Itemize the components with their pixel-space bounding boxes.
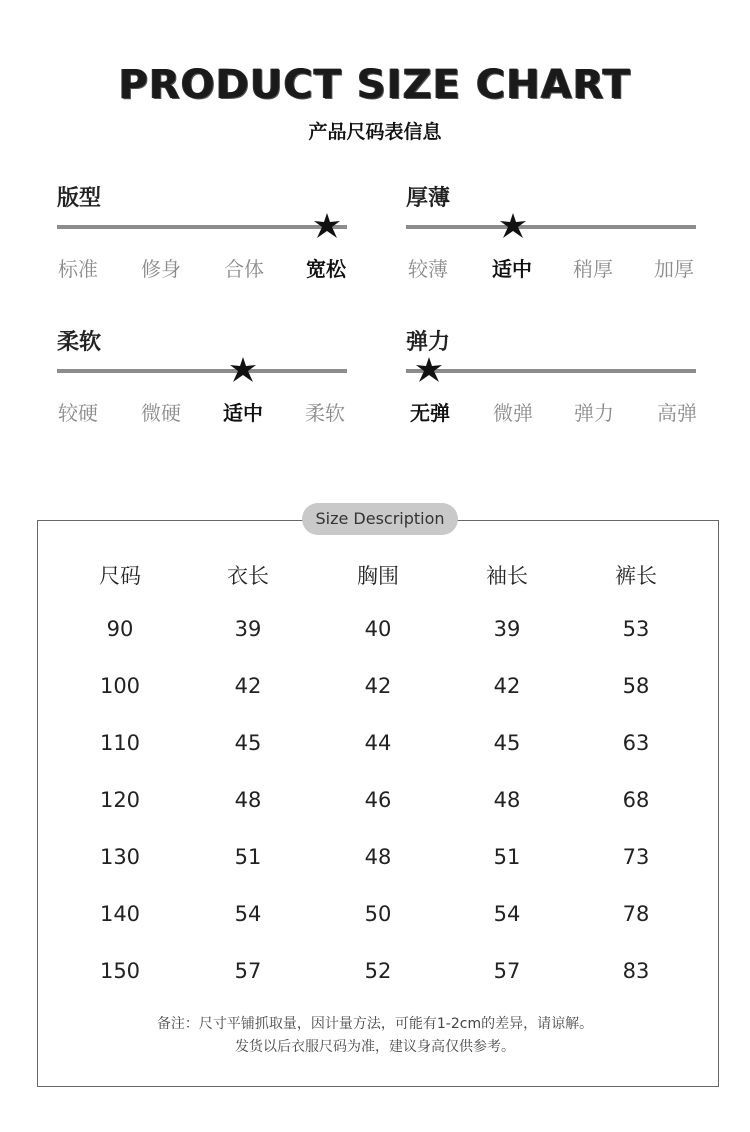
option-label: 标准	[58, 257, 98, 281]
table-cell: 110	[99, 731, 141, 755]
table-cell: 140	[99, 902, 141, 926]
option-label: 适中	[223, 401, 263, 425]
table-cell: 54	[493, 902, 521, 926]
attribute-label: 版型	[57, 186, 102, 211]
table-cell: 78	[622, 902, 650, 926]
option-label: 修身	[141, 257, 181, 281]
table-cell: 51	[493, 845, 521, 869]
option-label: 稍厚	[573, 257, 613, 281]
table-cell: 150	[99, 959, 141, 983]
option-label: 弹力	[574, 401, 614, 425]
table-row	[37, 731, 717, 788]
table-row	[37, 959, 717, 1016]
table-cell: 44	[364, 731, 392, 755]
table-cell: 57	[493, 959, 521, 983]
table-cell: 45	[493, 731, 521, 755]
attribute-options	[57, 253, 347, 283]
table-cell: 42	[234, 674, 262, 698]
attribute-options	[406, 253, 696, 283]
column-header: 尺码	[99, 564, 141, 588]
table-cell: 48	[234, 788, 262, 812]
table-cell: 39	[493, 617, 521, 641]
column-header: 袖长	[486, 564, 528, 588]
page-title: PRODUCT SIZE CHART	[118, 62, 632, 108]
attribute-options	[57, 397, 347, 427]
size-description-tag: Size Description	[302, 503, 458, 535]
star-marker-icon	[414, 355, 444, 385]
attribute-label: 弹力	[406, 330, 451, 355]
size-table	[37, 560, 717, 1016]
table-note-line-2: 发货以后衣服尺码为准，建议身高仅供参考。	[235, 1039, 515, 1055]
table-cell: 51	[234, 845, 262, 869]
table-cell: 63	[622, 731, 650, 755]
table-cell: 52	[364, 959, 392, 983]
option-label: 适中	[492, 257, 532, 281]
attribute-elasticity	[406, 325, 696, 427]
table-cell: 53	[622, 617, 650, 641]
attribute-softness	[57, 325, 347, 427]
table-cell: 130	[99, 845, 141, 869]
attribute-slider-track	[57, 369, 347, 373]
column-header: 裤长	[615, 564, 657, 588]
table-cell: 46	[364, 788, 392, 812]
option-label: 无弹	[410, 401, 450, 425]
option-label: 微弹	[493, 401, 533, 425]
table-cell: 39	[234, 617, 262, 641]
star-marker-icon	[312, 211, 342, 241]
table-cell: 83	[622, 959, 650, 983]
table-cell: 48	[364, 845, 392, 869]
table-cell: 42	[364, 674, 392, 698]
attribute-thickness	[406, 181, 696, 283]
option-label: 较薄	[408, 257, 448, 281]
table-row	[37, 617, 717, 674]
option-label: 合体	[224, 257, 264, 281]
table-cell: 50	[364, 902, 392, 926]
table-cell: 73	[622, 845, 650, 869]
table-cell: 90	[106, 617, 134, 641]
table-cell: 42	[493, 674, 521, 698]
table-row	[37, 845, 717, 902]
table-cell: 58	[622, 674, 650, 698]
attribute-slider-track	[406, 225, 696, 229]
table-row	[37, 788, 717, 845]
table-cell: 48	[493, 788, 521, 812]
table-cell: 54	[234, 902, 262, 926]
attribute-options	[406, 397, 696, 427]
table-cell: 57	[234, 959, 262, 983]
table-cell: 45	[234, 731, 262, 755]
page-subtitle: 产品尺码表信息	[308, 121, 442, 143]
table-cell: 100	[99, 674, 141, 698]
table-cell: 68	[622, 788, 650, 812]
star-marker-icon	[228, 355, 258, 385]
attribute-label: 柔软	[57, 330, 102, 355]
option-label: 宽松	[306, 257, 346, 281]
option-label: 高弹	[657, 401, 697, 425]
attribute-slider-track	[57, 225, 347, 229]
table-header-row	[37, 560, 717, 617]
table-row	[37, 674, 717, 731]
option-label: 柔软	[305, 401, 345, 425]
table-row	[37, 902, 717, 959]
star-marker-icon	[498, 211, 528, 241]
option-label: 微硬	[141, 401, 181, 425]
attribute-fit	[57, 181, 347, 283]
table-cell: 120	[99, 788, 141, 812]
attribute-label: 厚薄	[406, 186, 451, 211]
table-cell: 40	[364, 617, 392, 641]
option-label: 加厚	[654, 257, 694, 281]
column-header: 衣长	[227, 564, 269, 588]
attribute-slider-track	[406, 369, 696, 373]
table-note-line-1: 备注：尺寸平铺抓取量，因计量方法，可能有1-2cm的差异，请谅解。	[156, 1016, 594, 1032]
column-header: 胸围	[357, 564, 399, 588]
option-label: 较硬	[58, 401, 98, 425]
